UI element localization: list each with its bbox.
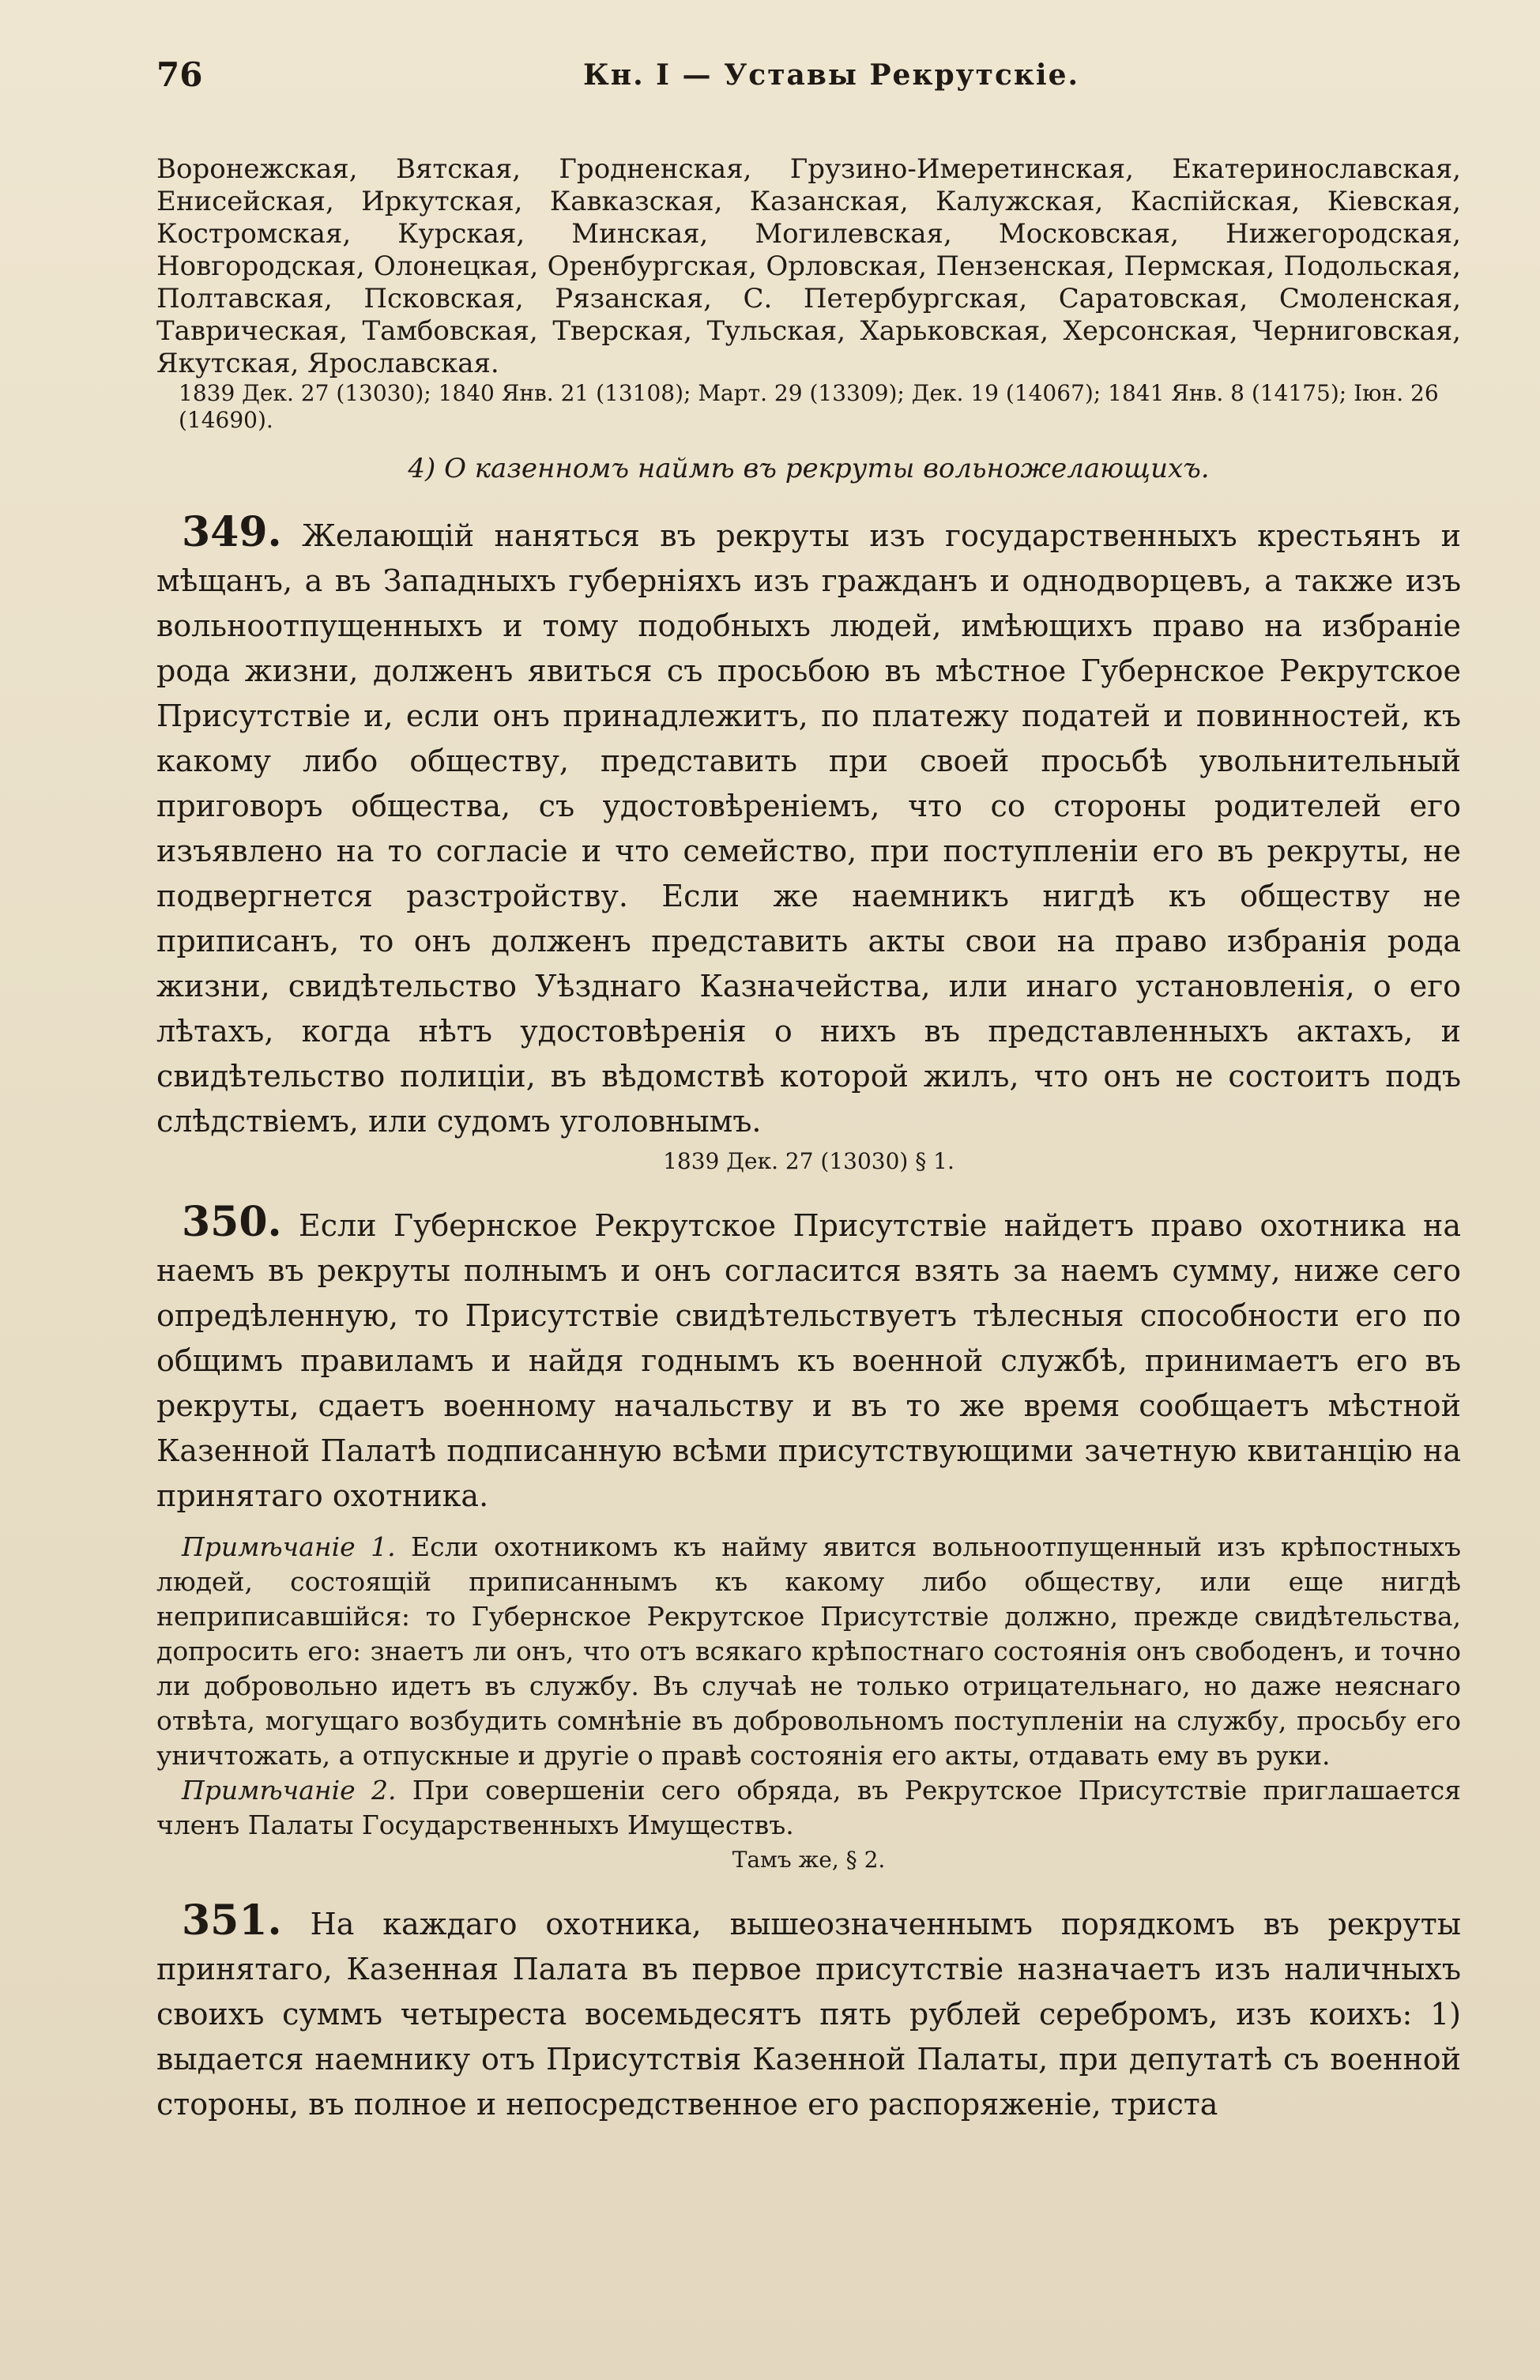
article-350 xyxy=(156,1199,1461,1519)
note-1 xyxy=(156,1530,1461,1773)
article-text: На каждаго охотника, вышеозначеннымъ порядкомъ въ рекруты принятаго, Казенная Палата въ первое присутствіе назначаетъ изъ наличныхъ своихъ суммъ четыреста восемьдесятъ пять рублей серебромъ, изъ коихъ: 1) выдается наемнику отъ Присутствія Казенной Палаты, при депутатѣ съ военной стороны, въ полное и непосредственное его распоряженіе, триста xyxy=(156,1907,1461,2122)
article-text: Желающій наняться въ рекруты изъ государственныхъ крестьянъ и мѣщанъ, а въ Западныхъ губерніяхъ изъ гражданъ и однодворцевъ, а также изъ вольноотпущенныхъ и тому подобныхъ людей, имѣющихъ право на избраніе рода жизни, долженъ явиться съ просьбою въ мѣстное Губернское Рекрутское Присутствіе и, если онъ принадлежитъ, по платежу податей и повинностей, къ какому либо обществу, представить при своей просьбѣ увольнительный приговоръ общества, съ удостовѣреніемъ, что со стороны родителей его изъявлено на то согласіе и что семейство, при поступленіи его въ рекруты, не подвергнется разстройству. Если же наемникъ нигдѣ къ обществу не приписанъ, то онъ долженъ представить акты свои на право избранія рода жизни, свидѣтельство Уѣзднаго Казначейства, или инаго установленія, о его лѣтахъ, когда нѣтъ удостовѣренія о нихъ въ представленныхъ актахъ, и свидѣтельство полиціи, въ вѣдомствѣ которой жилъ, что онъ не состоитъ подъ слѣдствіемъ, или судомъ уголовнымъ. xyxy=(156,518,1461,1139)
article-349 xyxy=(156,510,1461,1176)
article-text: Если Губернское Рекрутское Присутствіе найдетъ право охотника на наемъ въ рекруты полнымъ и онъ согласится взять за наемъ сумму, ниже сего опредѣленную, то Присутствіе свидѣтельствуетъ тѣлесныя способности его по общимъ правиламъ и найдя годнымъ къ военной службѣ, принимаетъ его въ рекруты, сдаетъ военному начальству и въ то же время сообщаетъ мѣстной Казенной Палатѣ подписанную всѣми присутствующими зачетную квитанцію на принятаго охотника. xyxy=(156,1208,1461,1513)
section-heading: 4) О казенномъ наймѣ въ рекруты вольножелающихъ. xyxy=(408,453,1210,484)
article-paragraph xyxy=(156,1199,1461,1519)
notes-block xyxy=(156,1530,1461,1874)
note-2 xyxy=(156,1773,1461,1843)
note-text: Если охотникомъ къ найму явится вольноотпущенный изъ крѣпостныхъ людей, состоящій приписаннымъ къ какому либо обществу, или еще нигдѣ неприписавшійся: то Губернское Рекрутское Присутствіе должно, прежде свидѣтельства, допросить его: знаетъ ли онъ, что отъ всякаго крѣпостнаго состоянія онъ свободенъ, и точно ли добровольно идетъ въ службу. Въ случаѣ не только отрицательнаго, но даже неяснаго отвѣта, могущаго возбудить сомнѣніе въ добровольномъ поступленіи на службу, просьбу его уничтожать, а отпускные и другіе о правѣ состоянія его акты, отдавать ему въ руки. xyxy=(156,1531,1461,1771)
note-label: Примѣчаніе 1. xyxy=(182,1531,396,1562)
article-351 xyxy=(156,1898,1461,2127)
page-number: 76 xyxy=(156,55,203,94)
article-number: 349. xyxy=(182,508,282,556)
province-list-citation: 1839 Дек. 27 (13030); 1840 Янв. 21 (13108); Март. 29 (13309); Дек. 19 (14067); 1841 Янв. 8 (14175); Іюн. 26 (14690). xyxy=(179,380,1439,433)
previous-list-block xyxy=(156,153,1461,434)
article-paragraph xyxy=(156,1898,1461,2127)
article-citation: 1839 Дек. 27 (13030) § 1. xyxy=(663,1148,954,1174)
note-text: При совершеніи сего обряда, въ Рекрутское Присутствіе приглашается членъ Палаты Государственныхъ Имуществъ. xyxy=(156,1775,1461,1840)
article-number: 351. xyxy=(182,1896,282,1945)
article-paragraph xyxy=(156,510,1461,1144)
article-number: 350. xyxy=(182,1198,282,1246)
province-list: Воронежская, Вятская, Гродненская, Грузино-Имеретинская, Екатеринославская, Енисейская, Иркутская, Кавказская, Казанская, Калужская, Каспійская, Кіевская, Костромская, Курская, Минская, Могилевская, Московская, Нижегородская, Новгородская, Олонецкая, Оренбургская, Орловская, Пензенская, Пермская, Подольская, Полтавская, Псковская, Рязанская, С. Петербургская, Саратовская, Смоленская, Таврическая, Тамбовская, Тверская, Тульская, Харьковская, Херсонская, Черниговская, Якутская, Ярославская. xyxy=(156,153,1461,379)
note-label: Примѣчаніе 2. xyxy=(182,1775,397,1806)
notes-citation: Тамъ же, § 2. xyxy=(732,1847,886,1873)
page-header xyxy=(156,55,1461,103)
running-head: Кн. I — Уставы Рекрутскіе. xyxy=(583,58,1079,92)
